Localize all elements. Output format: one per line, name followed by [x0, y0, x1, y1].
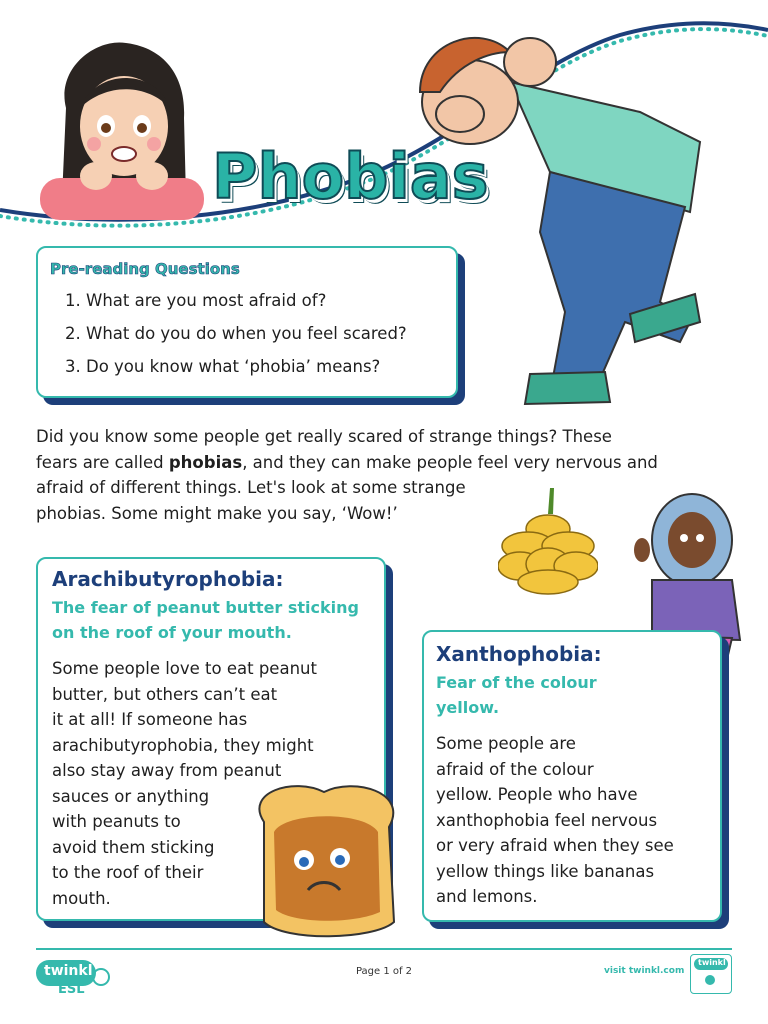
box1-heading: Arachibutyrophobia: [52, 567, 284, 591]
visit-link[interactable]: visit twinkl.com [604, 966, 685, 976]
badge-check-icon [705, 975, 715, 985]
box2-heading: Xanthophobia: [436, 642, 602, 666]
xanthophobia-box [422, 630, 722, 922]
question-item: 1. What are you most afraid of? [86, 284, 407, 317]
box1-subtitle: The fear of peanut butter sticking on the roof of your mouth. [52, 598, 359, 642]
prereading-question-list [38, 284, 407, 383]
box2-subtitle: Fear of the colour yellow. [436, 673, 597, 717]
scared-girl-illustration [36, 38, 208, 220]
twinkl-esl-logo[interactable] [36, 958, 114, 1000]
page-number: Page 1 of 2 [355, 966, 413, 977]
bananas-illustration [498, 484, 598, 596]
box1-body: Some people love to eat peanut butter, but others can’t eat it at all! If someone has arachibutyrophobia, they might also stay away from peanut sauces or anything with peanuts to avoid them sticking to the roof of their mouth. [52, 659, 317, 908]
quality-badge [690, 954, 732, 994]
question-item: 3. Do you know what ‘phobia’ means? [86, 350, 407, 383]
question-item: 2. What do you do when you feel scared? [86, 317, 407, 350]
logo-circle-icon [92, 968, 110, 986]
toast-peanut-butter-illustration [244, 782, 406, 942]
logo-brand-text: twinkl [44, 963, 93, 979]
intro-line: phobias. Some might make you say, ‘Wow!’ [36, 503, 398, 523]
intro-line: fears are called phobias, and they can make people feel very nervous and [36, 452, 658, 472]
intro-line: afraid of different things. Let's look at some strange [36, 478, 466, 497]
box2-body: Some people are afraid of the colour yellow. People who have xanthophobia feel nervous or very afraid when they see yellow things like bananas and lemons. [436, 734, 674, 906]
intro-line: Did you know some people get really scared of strange things? These [36, 427, 612, 446]
footer-divider [36, 948, 732, 950]
badge-text: twinkl [698, 958, 726, 967]
logo-esl-text: ESL [58, 982, 85, 997]
prereading-questions-box [36, 246, 458, 398]
page-title: Phobias [212, 140, 489, 213]
phobias-bold-word: phobias [168, 452, 243, 472]
prereading-heading: Pre-reading Questions [50, 260, 240, 278]
